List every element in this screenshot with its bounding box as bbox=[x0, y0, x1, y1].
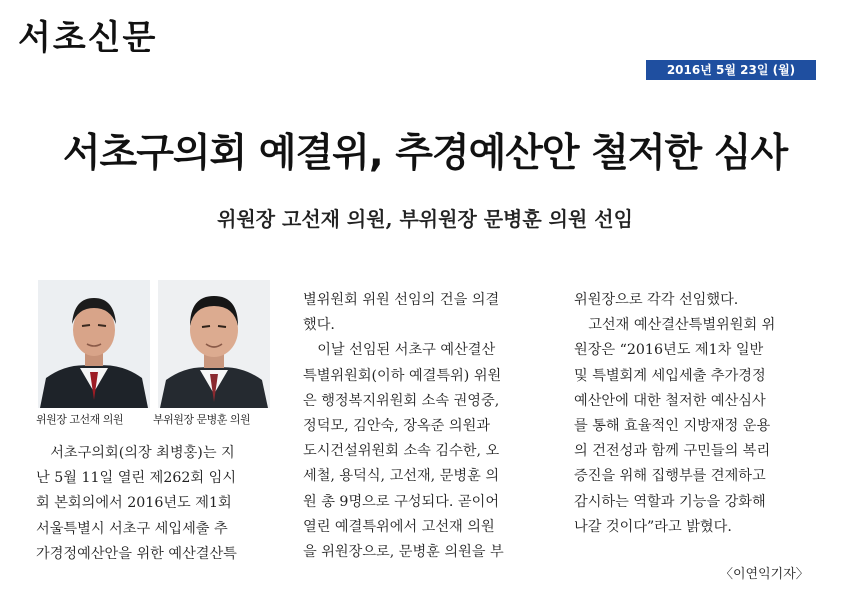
date-badge: 2016년 5월 23일 (월) bbox=[646, 60, 816, 80]
body-line: 회 본회의에서 2016년도 제1회 bbox=[36, 495, 232, 512]
body-line: 원 총 9명으로 구성되다. 곧이어 bbox=[303, 493, 500, 510]
body-line: 세철, 용덕식, 고선재, 문병훈 의 bbox=[303, 468, 500, 485]
headline: 서초구의회 예결위, 추경예산안 철저한 심사 bbox=[62, 131, 788, 176]
body-line: 을 위원장으로, 문병훈 의원을 부 bbox=[303, 544, 504, 561]
body-line: 서울특별시 서초구 세입세출 추 bbox=[36, 520, 228, 537]
body-line: 및 특별회계 세입세출 추가경정 bbox=[574, 367, 766, 384]
body-line: 도시건설위원회 소속 김수한, 오 bbox=[303, 443, 500, 460]
body-line: 정덕모, 김안숙, 장옥준 의원과 bbox=[303, 418, 491, 435]
body-line: 예산안에 대한 철저한 예산심사 bbox=[574, 392, 766, 409]
portrait-photo-2 bbox=[158, 280, 270, 408]
body-line: 원장은 “2016년도 제1차 일반 bbox=[574, 342, 764, 359]
article-column-3 bbox=[574, 288, 820, 540]
body-line: 난 5월 11일 열린 제262회 임시 bbox=[36, 470, 237, 487]
body-line: 특별위원회(이하 예결특위) 위원 bbox=[303, 367, 502, 384]
article-column-2 bbox=[303, 288, 548, 565]
portrait-1-image bbox=[38, 280, 150, 408]
body-line: 은 행정복지위원회 소속 권영중, bbox=[303, 392, 500, 409]
body-line: 열린 예결특위에서 고선재 의원 bbox=[303, 518, 495, 535]
body-line: 위원장으로 각각 선임했다. bbox=[574, 292, 739, 308]
body-line: 가경정예산안을 위한 예산결산특 bbox=[36, 545, 237, 562]
body-line: 나갈 것이다”라고 밝혔다. bbox=[574, 518, 732, 535]
reporter-byline: 〈이연익기자〉 bbox=[720, 567, 809, 582]
photo-caption-1: 위원장 고선재 의원 bbox=[36, 413, 124, 426]
body-line: 고선재 예산결산특별위원회 위 bbox=[574, 317, 776, 334]
body-line: 를 통해 효율적인 지방재정 운용 bbox=[574, 418, 771, 435]
portrait-photo-1 bbox=[38, 280, 150, 408]
newspaper-masthead: 서초신문 bbox=[18, 18, 158, 58]
body-line: 증진을 위해 집행부를 견제하고 bbox=[574, 468, 766, 485]
body-line: 이날 선임된 서초구 예산결산 bbox=[303, 342, 496, 359]
article-column-1 bbox=[36, 441, 276, 567]
body-line: 감시하는 역할과 기능을 강화해 bbox=[574, 493, 766, 510]
body-line: 했다. bbox=[303, 317, 335, 334]
portrait-2-image bbox=[158, 280, 270, 408]
subheadline: 위원장 고선재 의원, 부위원장 문병훈 의원 선임 bbox=[217, 207, 633, 231]
photo-caption-2: 부위원장 문병훈 의원 bbox=[153, 413, 251, 426]
body-line: 서초구의회(의장 최병홍)는 지 bbox=[36, 445, 235, 461]
body-line: 별위원회 위원 선임의 건을 의결 bbox=[303, 292, 500, 308]
body-line: 의 건전성과 함께 구민들의 복리 bbox=[574, 443, 771, 460]
